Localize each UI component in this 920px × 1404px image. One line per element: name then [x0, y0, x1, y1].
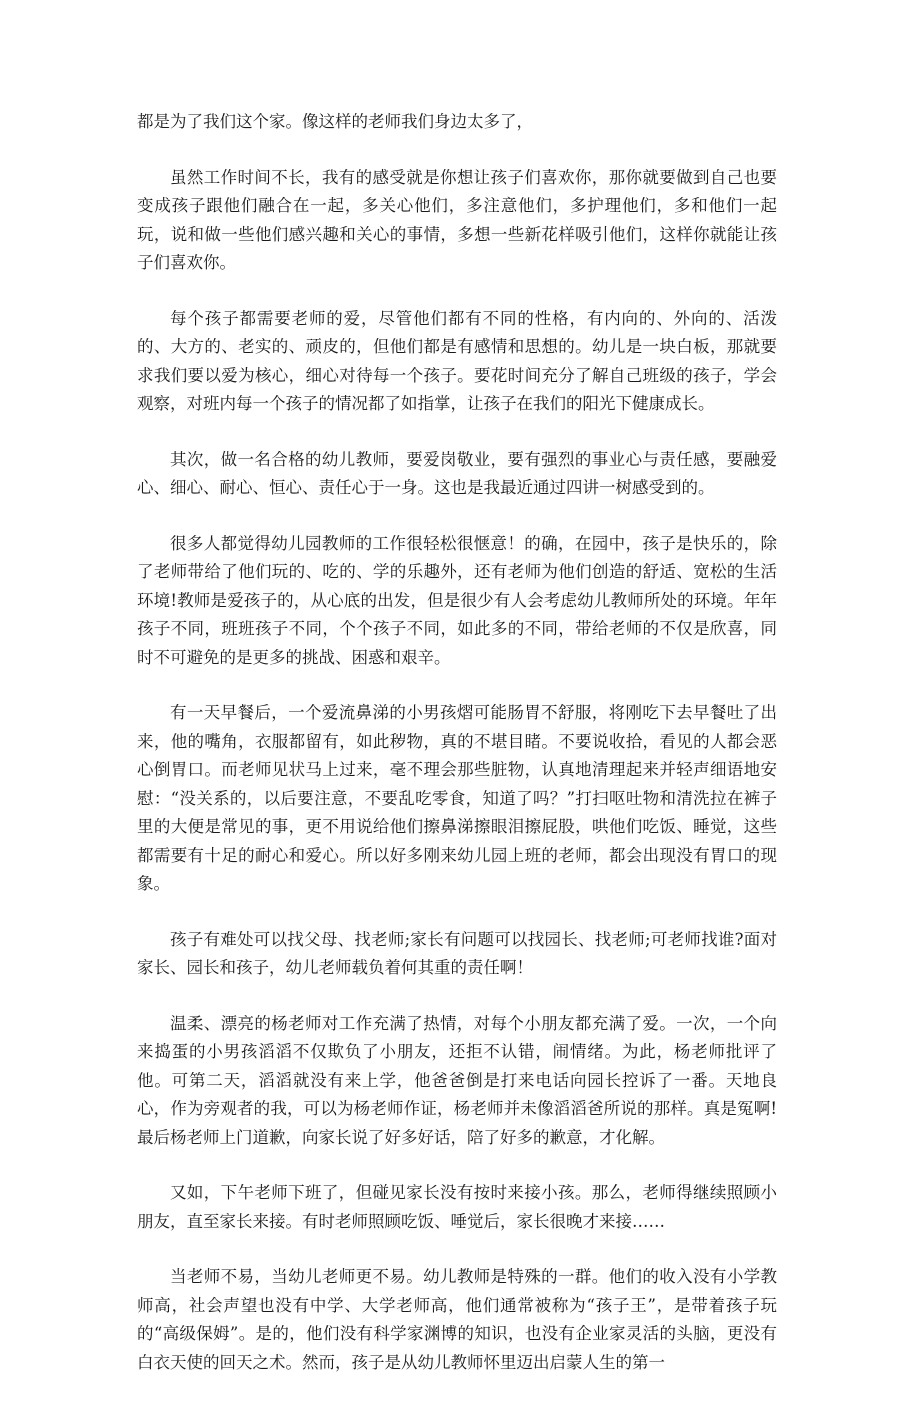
paragraph: 又如，下午老师下班了，但碰见家长没有按时来接小孩。那么，老师得继续照顾小朋友，直至家长来接。有时老师照顾吃饭、唾觉后，家长很晚才来接…… [137, 1183, 777, 1231]
paragraph: 有一天早餐后，一个爱流鼻涕的小男孩熠可能肠胃不舒服，将刚吃下去早餐吐了出来，他的嘴角，衣服都留有，如此秽物，真的不堪目睹。不要说收拾，看见的人都会恶心倒胃口。而老师见状马上过来，毫不理会那些脏物，认真地清理起来并轻声细语地安慰：“没关系的，以后要注意，不要乱吃零食，知道了吗？”打扫呕吐物和清洗拉在裤子里的大便是常见的事，更不用说给他们擦鼻涕擦眼泪擦屁股，哄他们吃饭、睡觉，这些都需要有十足的耐心和爱心。所以好多刚来幼儿园上班的老师，都会出现没有胃口的现象。 [137, 703, 777, 893]
paragraph: 孩子有难处可以找父母、找老师;家长有问题可以找园长、找老师;可老师找谁?面对家长、园长和孩子，幼儿老师载负着何其重的责任啊！ [137, 929, 777, 977]
document-body [137, 108, 777, 1404]
paragraph: 其次，做一名合格的幼儿教师，要爱岗敬业，要有强烈的事业心与责任感，要融爱心、细心、耐心、恒心、责任心于一身。这也是我最近通过四讲一树感受到的。 [137, 449, 777, 497]
paragraph: 都是为了我们这个家。像这样的老师我们身边太多了， [137, 112, 533, 131]
paragraph: 温柔、漂亮的杨老师对工作充满了热情，对每个小朋友都充满了爱。一次，一个向来捣蛋的小男孩滔滔不仅欺负了小朋友，还拒不认错，闹情绪。为此，杨老师批评了他。可第二天，滔滔就没有来上学，他爸爸倒是打来电话向园长控诉了一番。天地良心，作为旁观者的我，可以为杨老师作证，杨老师并未像滔滔爸所说的那样。真是冤啊!最后杨老师上门道歉，向家长说了好多好话，陪了好多的歉意，才化解。 [137, 1013, 777, 1147]
paragraph: 虽然工作时间不长，我有的感受就是你想让孩子们喜欢你，那你就要做到自己也要变成孩子跟他们融合在一起，多关心他们，多注意他们，多护理他们，多和他们一起玩，说和做一些他们感兴趣和关心的事情，多想一些新花样吸引他们，这样你就能让孩子们喜欢你。 [137, 167, 777, 272]
paragraph: 很多人都觉得幼儿园教师的工作很轻松很惬意！的确，在园中，孩子是快乐的，除了老师带给了他们玩的、吃的、学的乐趣外，还有老师为他们创造的舒适、宽松的生活环境!教师是爱孩子的，从心底的出发，但是很少有人会考虑幼儿教师所处的环境。年年孩子不同，班班孩子不同，个个孩子不同，如此多的不同，带给老师的不仅是欣喜，同时不可避免的是更多的挑战、困惑和艰辛。 [137, 533, 777, 667]
paragraph: 每个孩子都需要老师的爱，尽管他们都有不同的性格，有内向的、外向的、活泼的、大方的、老实的、顽皮的，但他们都是有感情和思想的。幼儿是一块白板，那就要求我们要以爱为核心，细心对待每一个孩子。要花时间充分了解自己班级的孩子，学会观察，对班内每一个孩子的情况都了如指掌，让孩子在我们的阳光下健康成长。 [137, 308, 777, 413]
paragraph: 当老师不易，当幼儿老师更不易。幼儿教师是特殊的一群。他们的收入没有小学教师高，社会声望也没有中学、大学老师高，他们通常被称为“孩子王”，是带着孩子玩的“高级保姆”。是的，他们没有科学家渊博的知识，也没有企业家灵活的头脑，更没有白衣天使的回天之术。然而，孩子是从幼儿教师怀里迈出启蒙人生的第一 [137, 1267, 777, 1372]
